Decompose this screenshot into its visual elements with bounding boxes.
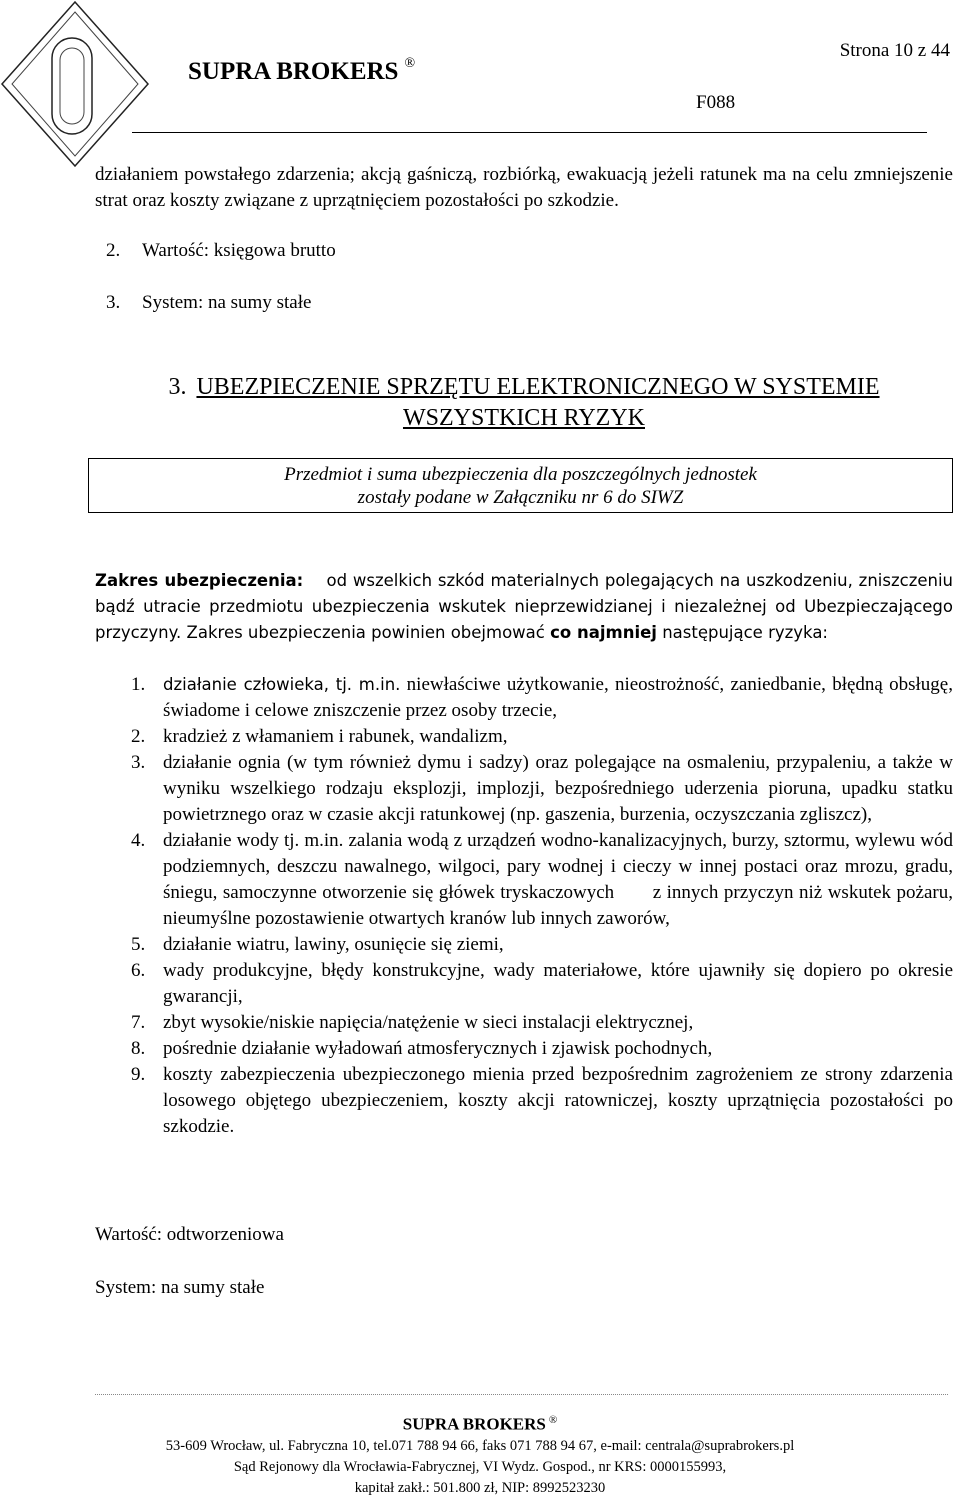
scope-label: Zakres ubezpieczenia: <box>95 571 304 590</box>
list-item: 3. System: na sumy stałe <box>106 292 312 313</box>
list-item: 7. zbyt wysokie/niskie napięcia/natężenie w sieci instalacji elektrycznej, <box>131 1012 694 1033</box>
list-item: 5. działanie wiatru, lawiny, osunięcie się ziemi, <box>131 934 504 955</box>
value-line: Wartość: odtworzeniowa <box>95 1224 284 1245</box>
footer-brand: SUPRA BROKERS ® <box>402 1414 558 1434</box>
footer-capital: kapitał zakł.: 501.800 zł, NIP: 8992523230 <box>354 1480 606 1496</box>
list-item: 1. działanie człowieka, tj. m.in. niewłaściwe użytkowanie, nieostrożność, zaniedbanie, błędną obsługę, świadome i celowe zniszczenie przez osoby trzecie, <box>131 674 953 721</box>
footer-court: Sąd Rejonowy dla Wrocławia-Fabrycznej, VI Wydz. Gospod., nr KRS: 0000155993, <box>233 1459 727 1475</box>
footer-divider <box>95 1394 948 1395</box>
subject-note-box: Przedmiot i suma ubezpieczenia dla poszczególnych jednostek zostały podane w Załączniku nr 6 do SIWZ <box>88 458 953 513</box>
system-line: System: na sumy stałe <box>95 1277 265 1298</box>
footer-address: 53-609 Wrocław, ul. Fabryczna 10, tel.071 788 94 66, faks 071 788 94 67, e-mail: centrala@suprabrokers.pl <box>165 1438 795 1454</box>
list-item: 6. wady produkcyjne, błędy konstrukcyjne, wady materiałowe, które ujawniły się dopiero po okresie gwarancji, <box>131 960 953 1007</box>
section-heading: 3. UBEZPIECZENIE SPRZĘTU ELEKTRONICZNEGO W SYSTEMIE WSZYSTKICH RYZYK <box>168 374 880 431</box>
list-item: 2. Wartość: księgowa brutto <box>106 240 336 261</box>
page-number: Strona 10 z 44 <box>839 40 950 61</box>
header-divider <box>132 132 927 133</box>
scope-paragraph: Zakres ubezpieczenia: od wszelkich szkód materialnych polegających na uszkodzeniu, zniszczeniu bądź utracie przedmiotu ubezpieczenia wskutek nieprzewidzianej i niezależnej od Ubezpieczającego przyczyny. Zakres ubezpieczenia powinien obejmować co najmniej następujące ryzyka: <box>95 571 954 642</box>
form-code: F088 <box>696 92 736 113</box>
intro-paragraph: działaniem powstałego zdarzenia; akcją gaśniczą, rozbiórką, ewakuacją jeżeli ratunek ma na celu zmniejszenie strat oraz koszty związane z uprzątnięciem pozostałości po szkodzie. <box>95 164 953 211</box>
list-item: 2. kradzież z włamaniem i rabunek, wandalizm, <box>131 726 508 747</box>
list-item: 4. działanie wody tj. m.in. zalania wodą z urządzeń wodno-kanalizacyjnych, burzy, sztormu, wylewu wód podziemnych, deszczu nawalnego, wilgoci, pary wodnej i cieczy w innej postaci oraz mrozu, gradu, śniegu, samoczynne otworzenie się główek tryskaczowych z innych przyczyn niż wskutek pożaru, nieumyślne pozostawienie otwartych kranów lub innych zaworów, <box>131 830 958 929</box>
header-brand: SUPRA BROKERS ® <box>188 56 416 85</box>
supra-brokers-logo <box>0 0 150 168</box>
list-item: 9. koszty zabezpieczenia ubezpieczonego mienia przed bezpośrednim zagrożeniem ze strony zdarzenia losowego objętego ubezpieczeniem, koszty akcji ratowniczej, koszty uprzątnięcia pozostałości po szkodzie. <box>131 1064 953 1137</box>
list-item: 3. działanie ognia (w tym również dymu i sadzy) oraz polegające na osmaleniu, przypaleniu, a także w wyniku wszelkiego rodzaju eksplozji, implozji, bezpośredniego uderzenia pioruna, upadku statku powietrznego oraz w czasie akcji ratunkowej (np. gaszenia, burzenia, oczyszczania zgliszcz), <box>131 752 953 825</box>
list-item: 8. pośrednie działanie wyładowań atmosferycznych i zjawisk pochodnych, <box>131 1038 713 1059</box>
risk-list <box>95 672 958 1140</box>
scope-emphasis: co najmniej <box>550 623 657 642</box>
